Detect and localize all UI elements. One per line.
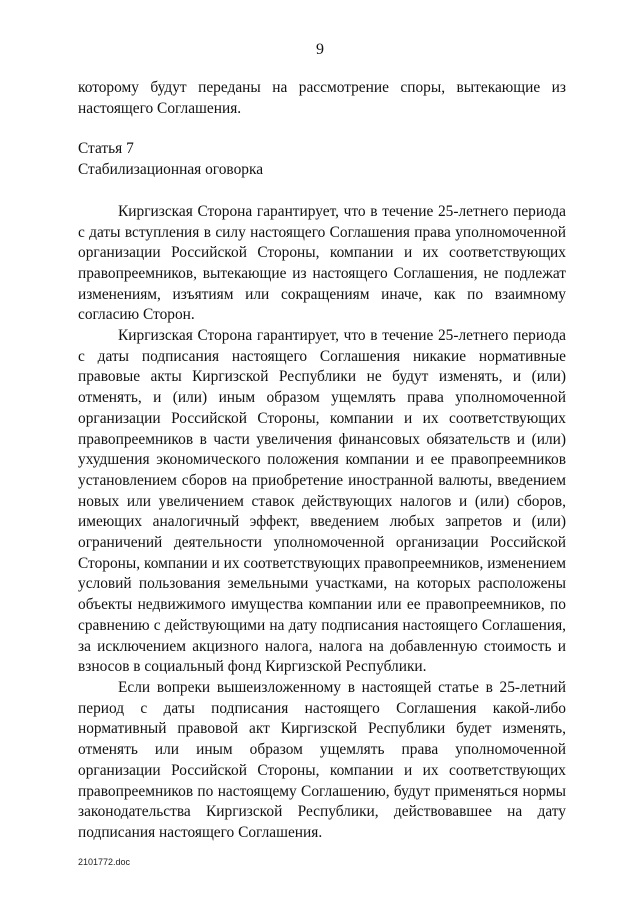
continuation-paragraph: которому будут переданы на рассмотрение споры, вытекающие из настоящего Соглашения. bbox=[78, 79, 566, 117]
paragraph-1: Киргизская Сторона гарантирует, что в течение 25-летнего периода с даты вступления в силу настоящего Соглашения права уполномоченной организации Российской Стороны, компании и их соответствующих правопреемников, вытекающие из настоящего Соглашения, не подлежат изменениям, изъятиям или сокращениям иначе, как по взаимному согласию Сторон. bbox=[78, 202, 566, 324]
document-body bbox=[78, 78, 566, 844]
article-heading bbox=[78, 139, 566, 180]
footer-filename: 2101772.doc bbox=[78, 857, 131, 867]
paragraph-3: Если вопреки вышеизложенному в настоящей статье в 25-летний период с даты подписания настоящего Соглашения какой-либо нормативный правовой акт Киргизской Республики будет изменять, отменять или иным образом ущемлять права уполномоченной организации Российской Стороны, компании и их соответствующих правопреемников по настоящему Соглашению, будут применяться нормы законодательства Киргизской Республики, действовавшее на дату подписания настоящего Соглашения. bbox=[78, 678, 566, 841]
article-number: Статья 7 bbox=[78, 140, 134, 158]
page-number: 9 bbox=[316, 41, 324, 58]
article-title: Стабилизационная оговорка bbox=[78, 161, 264, 179]
paragraph-2: Киргизская Сторона гарантирует, что в течение 25-летнего периода с даты подписания настоящего Соглашения никакие нормативные правовые акты Киргизской Республики не будут изменять, и (или) отменять, и (или) иным образом ущемлять права уполномоченной организации Российской Стороны, компании и их соответствующих правопреемников в части увеличения финансовых обязательств и (или) ухудшения экономического положения компании и ее правопреемников установлением сборов на приобретение иностранной валюты, введением новых или увеличением ставок действующих налогов и (или) сборов, имеющих аналогичный эффект, введением любых запретов и (или) ограничений деятельности уполномоченной организации Российской Стороны, компании и их соответствующих правопреемников, изменением условий пользования земельными участками, на которых расположены объекты недвижимого имущества компании или ее правопреемников, по сравнению с действующими на дату подписания настоящего Соглашения, за исключением акцизного налога, налога на добавленную стоимость и взносов в социальный фонд Киргизской Республики. bbox=[78, 327, 566, 676]
